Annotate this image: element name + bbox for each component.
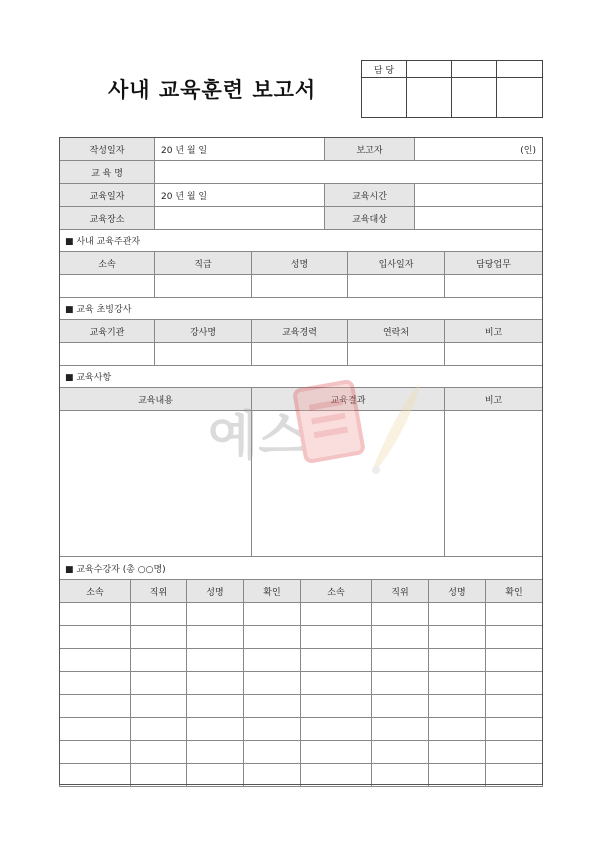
organizer-cell[interactable]	[60, 275, 155, 298]
trainees-col-header: 확인	[486, 580, 543, 603]
trainee-cell[interactable]	[60, 649, 131, 672]
lecturer-col-header: 교육기관	[60, 320, 155, 343]
trainee-cell[interactable]	[60, 718, 131, 741]
approval-label: 담 당	[362, 61, 407, 78]
trainee-cell[interactable]	[372, 695, 429, 718]
organizer-cell[interactable]	[445, 275, 543, 298]
trainees-col-header: 성명	[429, 580, 486, 603]
matters-note-cell[interactable]	[445, 411, 543, 557]
trainee-cell[interactable]	[60, 741, 131, 764]
organizer-col-header: 입사일자	[348, 252, 445, 275]
trainee-cell[interactable]	[187, 764, 244, 787]
lecturer-col-header: 연락처	[348, 320, 445, 343]
trainee-cell[interactable]	[301, 695, 372, 718]
lecturer-col-header: 비고	[445, 320, 543, 343]
organizer-cell[interactable]	[252, 275, 348, 298]
matters-result-cell[interactable]	[252, 411, 445, 557]
trainee-cell[interactable]	[187, 695, 244, 718]
organizer-table	[59, 229, 543, 298]
trainee-cell[interactable]	[244, 741, 301, 764]
approval-table	[361, 60, 543, 118]
trainees-col-header: 소속	[60, 580, 131, 603]
trainee-cell[interactable]	[301, 626, 372, 649]
trainee-cell[interactable]	[429, 672, 486, 695]
matters-table	[59, 365, 543, 557]
approval-header-cell	[407, 61, 452, 78]
trainees-col-header: 소속	[301, 580, 372, 603]
lecturer-cell[interactable]	[60, 343, 155, 366]
matters-col-header: 교육내용	[60, 388, 252, 411]
trainee-cell[interactable]	[60, 672, 131, 695]
date-label: 작성일자	[60, 138, 155, 161]
trainee-cell[interactable]	[429, 741, 486, 764]
trainee-cell[interactable]	[301, 649, 372, 672]
trainee-cell[interactable]	[60, 695, 131, 718]
lecturer-cell[interactable]	[348, 343, 445, 366]
matters-col-header: 교육결과	[252, 388, 445, 411]
matters-heading: ■ 교육사항	[60, 366, 543, 388]
trainees-col-header: 성명	[187, 580, 244, 603]
reporter-value[interactable]: (인)	[415, 138, 543, 161]
trainee-cell[interactable]	[244, 672, 301, 695]
edu-name-value[interactable]	[155, 161, 543, 184]
trainees-col-header: 직위	[131, 580, 187, 603]
trainee-cell[interactable]	[429, 603, 486, 626]
trainee-cell[interactable]	[187, 741, 244, 764]
organizer-cell[interactable]	[155, 275, 252, 298]
lecturer-cell[interactable]	[445, 343, 543, 366]
trainees-col-header: 확인	[244, 580, 301, 603]
approval-sign-cell[interactable]	[497, 78, 543, 118]
trainee-cell[interactable]	[486, 764, 543, 787]
lecturer-table	[59, 297, 543, 366]
organizer-col-header: 성명	[252, 252, 348, 275]
organizer-heading: ■ 사내 교육주관자	[60, 230, 543, 252]
trainee-cell[interactable]	[187, 649, 244, 672]
watermark-text-part: 예스	[208, 407, 309, 467]
trainee-cell[interactable]	[372, 672, 429, 695]
trainee-cell[interactable]	[244, 626, 301, 649]
trainee-cell[interactable]	[429, 695, 486, 718]
trainee-row	[60, 695, 543, 718]
lecturer-cell[interactable]	[252, 343, 348, 366]
trainee-cell[interactable]	[486, 672, 543, 695]
trainee-cell[interactable]	[429, 649, 486, 672]
approval-sign-cell[interactable]	[407, 78, 452, 118]
approval-header-cell	[452, 61, 497, 78]
trainee-cell[interactable]	[301, 741, 372, 764]
organizer-col-header: 직급	[155, 252, 252, 275]
trainee-cell[interactable]	[486, 718, 543, 741]
trainee-cell[interactable]	[486, 649, 543, 672]
trainee-cell[interactable]	[187, 672, 244, 695]
trainee-cell[interactable]	[60, 603, 131, 626]
trainee-cell[interactable]	[131, 764, 187, 787]
edu-target-value[interactable]	[415, 207, 543, 230]
trainee-cell[interactable]	[244, 695, 301, 718]
trainee-cell[interactable]	[131, 649, 187, 672]
edu-place-value[interactable]	[155, 207, 325, 230]
trainee-row	[60, 603, 543, 626]
trainee-row	[60, 718, 543, 741]
trainee-cell[interactable]	[372, 718, 429, 741]
trainee-cell[interactable]	[429, 626, 486, 649]
lecturer-col-header: 강사명	[155, 320, 252, 343]
trainee-cell[interactable]	[131, 603, 187, 626]
organizer-col-header: 소속	[60, 252, 155, 275]
edu-time-label: 교육시간	[325, 184, 415, 207]
edu-place-label: 교육장소	[60, 207, 155, 230]
approval-sign-cell[interactable]	[452, 78, 497, 118]
trainee-row	[60, 626, 543, 649]
trainee-cell[interactable]	[372, 649, 429, 672]
trainees-col-header: 직위	[372, 580, 429, 603]
lecturer-col-header: 교육경력	[252, 320, 348, 343]
trainee-cell[interactable]	[60, 764, 131, 787]
trainee-cell[interactable]	[131, 741, 187, 764]
trainee-cell[interactable]	[429, 764, 486, 787]
organizer-col-header: 담당업무	[445, 252, 543, 275]
edu-date-label: 교육일자	[60, 184, 155, 207]
trainee-cell[interactable]	[429, 718, 486, 741]
trainee-cell[interactable]	[486, 603, 543, 626]
approval-sign-cell[interactable]	[362, 78, 407, 118]
trainee-cell[interactable]	[372, 741, 429, 764]
trainee-cell[interactable]	[131, 626, 187, 649]
trainee-cell[interactable]	[372, 626, 429, 649]
trainee-cell[interactable]	[187, 603, 244, 626]
trainee-cell[interactable]	[60, 626, 131, 649]
edu-date-value[interactable]: 20 년 월 일	[155, 184, 325, 207]
trainee-row	[60, 741, 543, 764]
edu-target-label: 교육대상	[325, 207, 415, 230]
trainee-cell[interactable]	[486, 741, 543, 764]
date-value[interactable]: 20 년 월 일	[155, 138, 325, 161]
report-table	[59, 137, 543, 230]
trainee-cell[interactable]	[131, 695, 187, 718]
lecturer-cell[interactable]	[155, 343, 252, 366]
edu-time-value[interactable]	[415, 184, 543, 207]
trainee-row	[60, 672, 543, 695]
trainee-cell[interactable]	[244, 764, 301, 787]
approval-header-cell	[497, 61, 543, 78]
edu-name-label: 교 육 명	[60, 161, 155, 184]
trainee-cell[interactable]	[372, 603, 429, 626]
trainee-cell[interactable]	[301, 603, 372, 626]
page-title: 사내 교육훈련 보고서	[108, 78, 317, 102]
reporter-label: 보고자	[325, 138, 415, 161]
trainee-cell[interactable]	[131, 672, 187, 695]
trainees-heading: ■ 교육수강자 (총 ○○명)	[60, 557, 543, 580]
trainee-cell[interactable]	[301, 672, 372, 695]
trainee-cell[interactable]	[244, 718, 301, 741]
trainee-cell[interactable]	[486, 695, 543, 718]
trainee-cell[interactable]	[131, 718, 187, 741]
trainee-cell[interactable]	[187, 718, 244, 741]
trainee-row	[60, 649, 543, 672]
trainee-cell[interactable]	[372, 764, 429, 787]
trainee-cell[interactable]	[301, 718, 372, 741]
trainee-cell[interactable]	[187, 626, 244, 649]
organizer-cell[interactable]	[348, 275, 445, 298]
matters-col-header: 비고	[445, 388, 543, 411]
trainee-row	[60, 764, 543, 787]
trainee-cell[interactable]	[244, 649, 301, 672]
lecturer-heading: ■ 교육 초빙강사	[60, 298, 543, 320]
matters-content-cell[interactable]	[60, 411, 252, 557]
trainees-table	[59, 556, 543, 787]
trainee-cell[interactable]	[244, 603, 301, 626]
trainee-cell[interactable]	[486, 626, 543, 649]
trainee-cell[interactable]	[301, 764, 372, 787]
